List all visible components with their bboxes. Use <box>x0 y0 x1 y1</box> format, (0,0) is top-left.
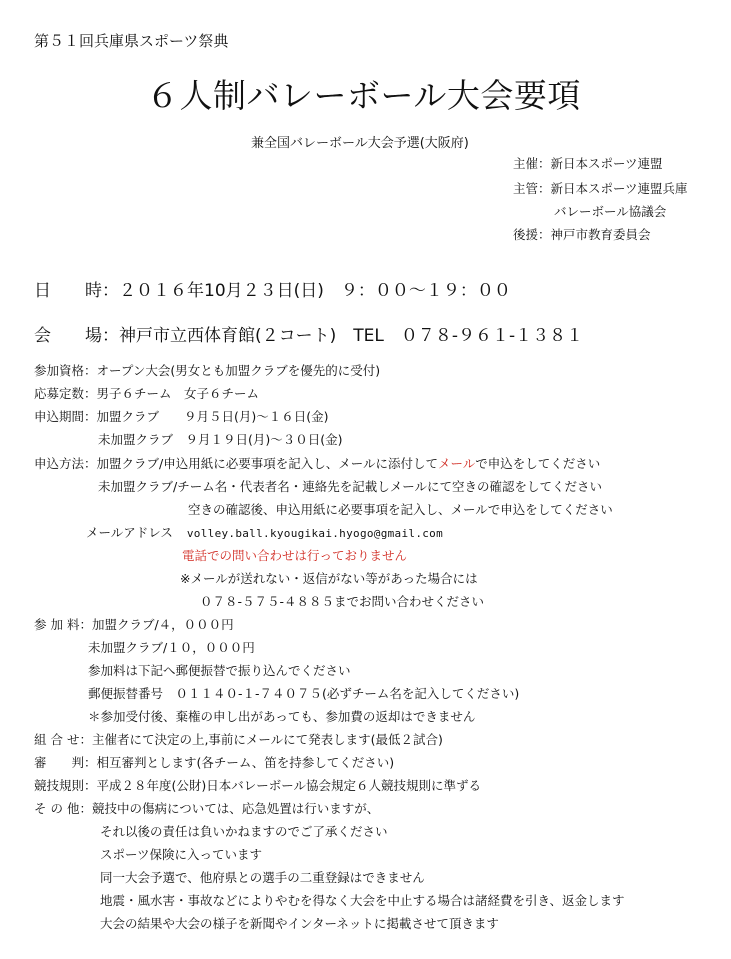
fee-line <box>34 616 234 634</box>
venue-line <box>34 324 583 348</box>
no-phone-notice: 電話での問い合わせは行っておりません <box>182 548 408 563</box>
supporter-line <box>513 226 651 244</box>
eligibility-line <box>34 362 380 380</box>
fee-member: 加盟クラブ/４，０００円 <box>91 617 234 632</box>
mail-line <box>86 524 443 543</box>
period-label: 申込期間： <box>34 409 97 424</box>
method-member-b: で申込をしてください <box>475 456 601 471</box>
method-label: 申込方法： <box>34 456 97 471</box>
manager-value-cont: バレーボール協議会 <box>554 204 667 219</box>
referee-line <box>34 754 394 772</box>
fee-nonmember: 未加盟クラブ/１０，０００円 <box>88 640 255 655</box>
method-line <box>34 455 600 473</box>
eligibility-value: オープン大会(男女とも加盟クラブを優先的に受付) <box>96 363 381 378</box>
period-line <box>34 408 329 426</box>
period-nonmember: 未加盟クラブ ９月１９日(月)～３０日(金) <box>98 432 343 447</box>
referee-value: 相互審判とします(各チーム、笛を持参してください) <box>96 755 395 770</box>
subtitle: 兼全国バレーボール大会予選(大阪府) <box>251 136 469 151</box>
fee-transfer: 参加料は下記へ郵便振替で振り込んでください <box>88 663 351 678</box>
date-line <box>34 279 511 303</box>
other-line <box>34 800 379 818</box>
sponsor-line <box>513 155 663 173</box>
venue-value: 神戸市立西体育館(２コート) TEL ０７８-９６１-１３８１ <box>119 326 584 346</box>
mail-trouble-note: ※メールが送れない・返信がない等があった場合には <box>180 571 478 586</box>
method-nonmember: 未加盟クラブ/チーム名・代表者名・連絡先を記載しメールにて空きの確認をしてください <box>98 479 602 494</box>
date-label: 日 時： <box>34 281 119 301</box>
draw-label: 組 合 せ： <box>34 732 92 747</box>
method-member-mail: メール <box>437 456 476 471</box>
rules-value: 平成２８年度(公財)日本バレーボール協会規定６人競技規則に準ずる <box>96 778 482 793</box>
draw-line <box>34 731 443 749</box>
date-value: ２０１６年10月２３日(日) ９：００～１９：００ <box>119 281 511 301</box>
method-member-a: 加盟クラブ/申込用紙に必要事項を記入し、メールに添付して <box>96 456 438 471</box>
fee-account: 郵便振替番号 ０１１４０-１-７４０７５(必ずチーム名を記入してください) <box>88 686 520 701</box>
draw-value: 主催者にて決定の上,事前にメールにて発表します(最低２試合) <box>91 732 443 747</box>
teams-line <box>34 385 259 403</box>
other-5: 地震・風水害・事故などによりやむを得なく大会を中止する場合は諸経費を引き、返金します <box>100 893 625 908</box>
mail-address-link[interactable]: volley.ball.kyougikai.hyogo@gmail.com <box>186 527 444 540</box>
fee-note: ＊参加受付後、棄権の申し出があっても、参加費の返却はできません <box>88 709 476 724</box>
teams-value: 男子６チーム 女子６チーム <box>96 386 260 401</box>
rules-label: 競技規則： <box>34 778 97 793</box>
period-member: 加盟クラブ ９月５日(月)～１６日(金) <box>96 409 329 424</box>
teams-label: 応募定数： <box>34 386 97 401</box>
page-title: ６人制バレーボール大会要項 <box>146 76 581 115</box>
other-1: 競技中の傷病については、応急処置は行いますが、 <box>91 801 380 816</box>
mail-trouble-phone: ０７８-５７５-４８８５までお問い合わせください <box>200 594 485 609</box>
sponsor-label: 主催： <box>513 156 551 171</box>
sponsor-value: 新日本スポーツ連盟 <box>550 156 663 171</box>
other-4: 同一大会予選で、他府県との選手の二重登録はできません <box>100 870 425 885</box>
eligibility-label: 参加資格： <box>34 363 97 378</box>
rules-line <box>34 777 481 795</box>
mail-label: メールアドレス <box>86 525 173 540</box>
fee-label: 参 加 料： <box>34 617 92 632</box>
other-label: そ の 他： <box>34 801 92 816</box>
method-after: 空きの確認後、申込用紙に必要事項を記入し、メールで申込をしてください <box>188 502 613 517</box>
other-3: スポーツ保険に入っています <box>100 847 263 862</box>
supporter-label: 後援： <box>513 227 551 242</box>
other-2: それ以後の責任は負いかねますのでご了承ください <box>100 824 388 839</box>
manager-label: 主管： <box>513 181 551 196</box>
manager-value: 新日本スポーツ連盟兵庫 <box>550 181 688 196</box>
supporter-value: 神戸市教育委員会 <box>550 227 651 242</box>
other-6: 大会の結果や大会の様子を新聞やインターネットに掲載させて頂きます <box>100 916 499 931</box>
referee-label: 審 判： <box>34 755 97 770</box>
venue-label: 会 場： <box>34 326 119 346</box>
manager-line <box>513 180 688 198</box>
event-name: 第５１回兵庫県スポーツ祭典 <box>34 32 229 50</box>
